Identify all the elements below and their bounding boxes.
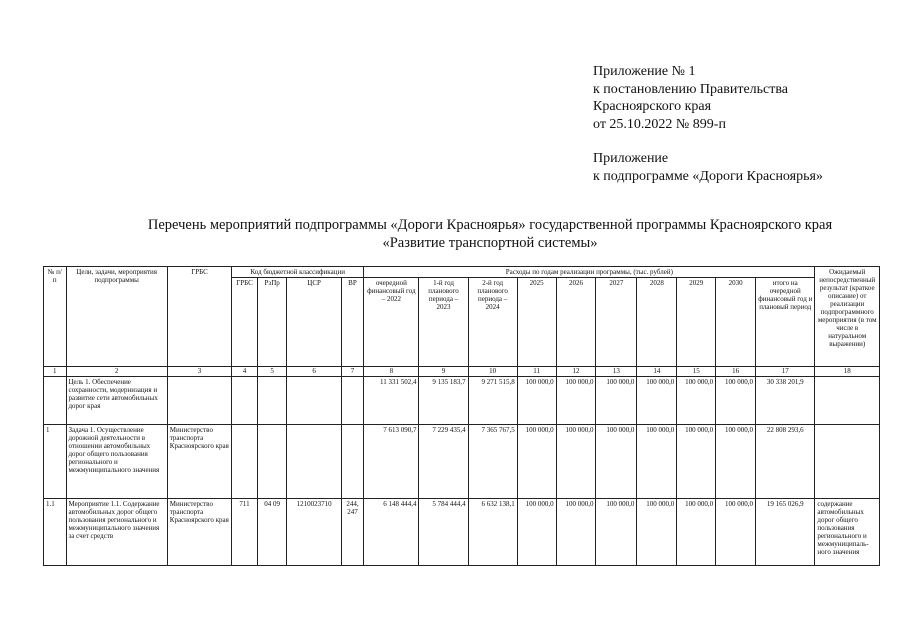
column-number: 1 <box>44 367 67 377</box>
table-row-measure <box>44 499 880 566</box>
appendix-line: к постановлению Правительства <box>593 81 789 97</box>
row-code-csr <box>287 425 341 499</box>
row-code-rzpr: 04 09 <box>257 499 287 566</box>
column-number: 16 <box>716 367 756 377</box>
header-code-csr: ЦСР <box>287 278 341 367</box>
title-line-2: «Развитие транспортной системы» <box>382 235 598 251</box>
row-no <box>44 377 67 425</box>
column-number: 15 <box>677 367 716 377</box>
row-value-2027: 100 000,0 <box>596 499 637 566</box>
row-code-vr <box>341 425 364 499</box>
header-total: итого на очередной финансовый год и плановый период <box>756 278 815 367</box>
row-name: Мероприятие 1.1. Содержание автомобильных дорог общего пользования регионального и межмуниципального значения за счет средств <box>66 499 167 566</box>
row-value-2023: 5 784 444,4 <box>419 499 468 566</box>
header-year-2027: 2027 <box>596 278 637 367</box>
row-name: Задача 1. Осуществление дорожной деятельности в отношении автомобильных дорог общего пользования регионального и межмуниципального значения <box>66 425 167 499</box>
row-value-2026: 100 000,0 <box>556 425 596 499</box>
column-number: 12 <box>556 367 596 377</box>
row-no: 1.1 <box>44 499 67 566</box>
header-expenses: Расходы по годам реализации программы, (тыс. рублей) <box>364 267 815 278</box>
column-number-row <box>44 367 880 377</box>
column-number: 17 <box>756 367 815 377</box>
column-number: 2 <box>66 367 167 377</box>
header-row <box>44 267 880 278</box>
header-year-current: очередной финансовый год – 2022 <box>364 278 419 367</box>
column-number: 3 <box>167 367 231 377</box>
header-budget-code: Код бюджетной классификации <box>232 267 364 278</box>
subprogram-appendix-line: к подпрограмме «Дороги Красноярья» <box>593 168 823 184</box>
header-year-2026: 2026 <box>556 278 596 367</box>
row-result <box>815 425 880 499</box>
row-value-2025: 100 000,0 <box>517 425 556 499</box>
row-code-rzpr <box>257 377 287 425</box>
row-value-2027: 100 000,0 <box>596 377 637 425</box>
row-grbs <box>167 377 231 425</box>
appendix-line: Приложение № 1 <box>593 64 696 79</box>
row-value-2030: 100 000,0 <box>716 425 756 499</box>
row-code-grbs: 711 <box>232 499 258 566</box>
row-value-2024: 9 271 515,8 <box>468 377 517 425</box>
row-code-vr: 244, 247 <box>341 499 364 566</box>
row-value-2025: 100 000,0 <box>517 499 556 566</box>
row-total: 22 808 293,6 <box>756 425 815 499</box>
row-value-2024: 6 632 138,1 <box>468 499 517 566</box>
column-number: 13 <box>596 367 637 377</box>
header-code-rzpr: РзПр <box>257 278 287 367</box>
header-year-2029: 2029 <box>677 278 716 367</box>
row-result <box>815 377 880 425</box>
header-grbs: ГРБС <box>167 267 231 367</box>
row-value-2028: 100 000,0 <box>637 425 677 499</box>
row-no: 1 <box>44 425 67 499</box>
column-number: 11 <box>517 367 556 377</box>
header-year-2025: 2025 <box>517 278 556 367</box>
column-number: 5 <box>257 367 287 377</box>
appendix-line: Красноярского края <box>593 99 712 114</box>
appendix-block <box>593 63 823 185</box>
row-value-2030: 100 000,0 <box>716 377 756 425</box>
row-code-vr <box>341 377 364 425</box>
header-code-grbs: ГРБС <box>232 278 258 367</box>
row-code-csr: 1210023710 <box>287 499 341 566</box>
measures-table <box>43 266 880 566</box>
header-result: Ожидаемый непосредственный результат (краткое описание) от реализации подпрограммного мероприятия (в том числе в натуральном выражении) <box>815 267 880 367</box>
title-line-1: Перечень мероприятий подпрограммы «Дороги Красноярья» государственной программы Красноярского края <box>147 217 833 233</box>
row-grbs: Министерство транспорта Красноярского края <box>167 499 231 566</box>
row-result: содержание автомобильных дорог общего пользования регионального и межмуниципаль-ного значения <box>815 499 880 566</box>
row-value-2022: 11 331 502,4 <box>364 377 419 425</box>
row-value-2024: 7 365 767,5 <box>468 425 517 499</box>
column-number: 6 <box>287 367 341 377</box>
table-row-goal <box>44 377 880 425</box>
column-number: 4 <box>232 367 258 377</box>
row-value-2028: 100 000,0 <box>637 377 677 425</box>
header-no: № п/п <box>44 267 67 367</box>
row-code-grbs <box>232 377 258 425</box>
subprogram-appendix-line: Приложение <box>593 151 669 166</box>
row-value-2029: 100 000,0 <box>677 425 716 499</box>
row-value-2023: 9 135 183,7 <box>419 377 468 425</box>
header-year-2028: 2028 <box>637 278 677 367</box>
column-number: 8 <box>364 367 419 377</box>
row-value-2026: 100 000,0 <box>556 499 596 566</box>
row-value-2030: 100 000,0 <box>716 499 756 566</box>
header-year-plan1: 1-й год планового периода – 2023 <box>419 278 468 367</box>
row-name: Цель 1. Обеспечение сохранности, модернизация и развитие сети автомобильных дорог края <box>66 377 167 425</box>
column-number: 10 <box>468 367 517 377</box>
table-row-task <box>44 425 880 499</box>
row-code-grbs <box>232 425 258 499</box>
row-value-2025: 100 000,0 <box>517 377 556 425</box>
row-code-csr <box>287 377 341 425</box>
row-value-2023: 7 229 435,4 <box>419 425 468 499</box>
row-value-2026: 100 000,0 <box>556 377 596 425</box>
row-grbs: Министерство транспорта Красноярского края <box>167 425 231 499</box>
row-total: 19 165 026,9 <box>756 499 815 566</box>
header-year-plan2: 2-й год планового периода – 2024 <box>468 278 517 367</box>
row-value-2022: 6 148 444,4 <box>364 499 419 566</box>
document-title <box>60 216 905 252</box>
appendix-line: от 25.10.2022 № 899-п <box>593 116 726 132</box>
row-total: 30 338 201,9 <box>756 377 815 425</box>
column-number: 7 <box>341 367 364 377</box>
row-value-2022: 7 613 090,7 <box>364 425 419 499</box>
row-value-2029: 100 000,0 <box>677 377 716 425</box>
row-code-rzpr <box>257 425 287 499</box>
column-number: 9 <box>419 367 468 377</box>
header-goals: Цели, задачи, мероприятия подпрограммы <box>66 267 167 367</box>
column-number: 18 <box>815 367 880 377</box>
column-number: 14 <box>637 367 677 377</box>
header-year-2030: 2030 <box>716 278 756 367</box>
header-code-vr: ВР <box>341 278 364 367</box>
row-value-2029: 100 000,0 <box>677 499 716 566</box>
row-value-2028: 100 000,0 <box>637 499 677 566</box>
row-value-2027: 100 000,0 <box>596 425 637 499</box>
